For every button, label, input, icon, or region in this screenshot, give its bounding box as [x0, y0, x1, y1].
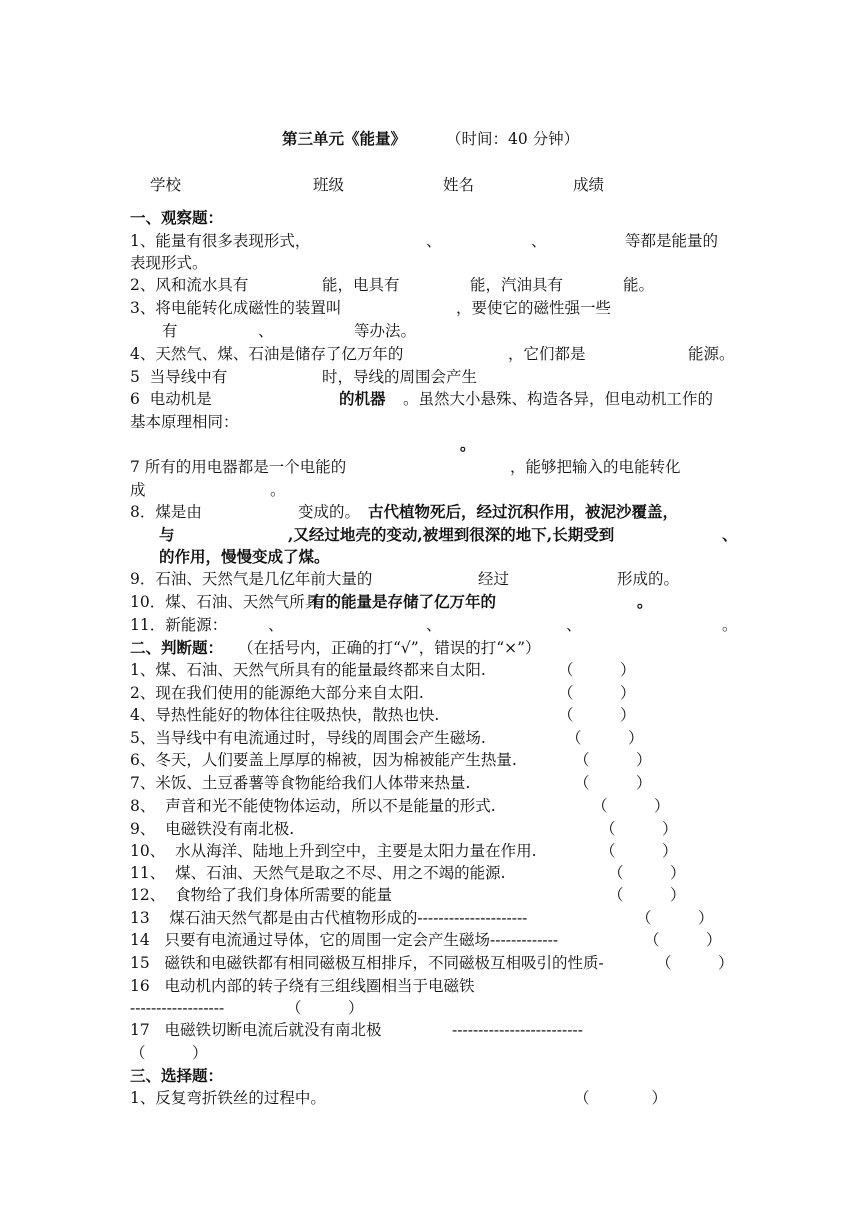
- q3-tail: 等办法。: [354, 322, 417, 340]
- choice-q1-paren: （ ）: [574, 1089, 668, 1107]
- judge-item-paren: （ ）: [636, 909, 714, 927]
- judge-item-text: 7、米饭、土豆番薯等食物能给我们人体带来热量.: [130, 774, 471, 792]
- q11-sep1: 、: [268, 616, 284, 634]
- q1-text: 1、能量有很多表现形式，: [130, 232, 311, 250]
- section1-heading: 一、观察题：: [130, 208, 224, 227]
- q1-sep2: 、: [531, 232, 547, 250]
- judge-item-text: 17 电磁铁切断电流后就没有南北极: [130, 1021, 382, 1039]
- judge-item-paren: （ ）: [130, 1044, 208, 1062]
- section2-heading: 二、判断题：: [130, 638, 224, 657]
- q5-text: 5 当导线中有: [130, 368, 228, 386]
- q8-bold4: 的作用，慢慢变成了煤。: [159, 547, 330, 566]
- q8-part2: 变成的。: [298, 503, 361, 521]
- judge-item-text: 4、导热性能好的物体往往吸热快，散热也快.: [130, 706, 440, 724]
- judge-item-text: 8、 声音和光不能使物体运动，所以不是能量的形式.: [130, 797, 496, 815]
- judge-item-text: 5、当导线中有电流通过时，导线的周围会产生磁场.: [130, 729, 486, 747]
- q8-sep: 、: [722, 525, 738, 544]
- choice-q1-text: 1、反复弯折铁丝的过程中。: [130, 1089, 326, 1107]
- q11-sep2: 、: [426, 616, 442, 634]
- judge-item-text: 14 只要有电流通过导体，它的周围一定会产生磁场-------------: [130, 931, 559, 949]
- q2-tail: 能。: [623, 276, 655, 294]
- class-field-label: 班级: [313, 176, 345, 194]
- judge-item-text: 1、煤、石油、天然气所具有的能量最终都来自太阳.: [130, 661, 486, 679]
- section2-instruction: （在括号内，正确的打“√”，错误的打“×”）: [238, 639, 541, 657]
- judge-item-text: 11、 煤、石油、天然气是取之不尽、用之不竭的能源.: [130, 864, 506, 882]
- q3-text: 3、将电能转化成磁性的装置叫: [130, 299, 342, 317]
- q7-end: 。: [270, 481, 286, 499]
- q5-part2: 时，导线的周围会产生: [322, 368, 478, 386]
- judge-item-paren: （ ）: [600, 842, 678, 860]
- q7-cont: 成: [130, 481, 146, 499]
- q1-sep1: 、: [426, 232, 442, 250]
- q9-text: 9．石油、天然气是几亿年前大量的: [130, 570, 373, 588]
- judge-item-text: ------------------: [130, 999, 225, 1017]
- judge-item-paren: （ ）: [558, 684, 636, 702]
- q3-part2: ，要使它的磁性强一些: [456, 299, 612, 317]
- judge-item-text: 2、现在我们使用的能源绝大部分来自太阳.: [130, 684, 424, 702]
- judge-item-text: 9、 电磁铁没有南北极.: [130, 820, 295, 838]
- judge-item-paren: （ ）: [558, 661, 636, 679]
- q3-cont: 有: [162, 322, 178, 340]
- q9-tail: 形成的。: [617, 570, 680, 588]
- school-field-label: 学校: [150, 176, 182, 194]
- judge-item-paren: （ ）: [558, 706, 636, 724]
- q2-part2: 能，电具有: [322, 276, 400, 294]
- judge-item-text: 16 电动机内部的转子绕有三组线圈相当于电磁铁: [130, 977, 475, 995]
- judge-item-paren: （ ）: [286, 999, 364, 1017]
- judge-item-text: 13 煤石油天然气都是由古代植物形成的---------------------: [130, 909, 528, 927]
- q7-part2: ，能够把输入的电能转化: [510, 458, 681, 476]
- q8-bold3: ,又经过地壳的变动,被埋到很深的地下,长期受到: [288, 525, 615, 544]
- judge-item-paren: （ ）: [600, 820, 678, 838]
- q2-text: 2、风和流水具有: [130, 276, 249, 294]
- judge-item-text: 10、 水从海洋、陆地上升到空中，主要是太阳力量在作用.: [130, 842, 537, 860]
- q6-end: 。: [460, 435, 476, 454]
- q10-end: 。: [637, 592, 653, 611]
- judge-item-text: 15 磁铁和电磁铁都有相同磁极互相排斥，不同磁极互相吸引的性质-: [130, 954, 604, 972]
- judge-item-paren: （ ）: [608, 886, 686, 904]
- q11-end: 。: [722, 616, 738, 634]
- score-field-label: 成绩: [573, 176, 605, 194]
- q6-text: 6 电动机是: [130, 390, 212, 408]
- judge-item-paren: （ ）: [608, 864, 686, 882]
- judge-item-text: 6、冬天，人们要盖上厚厚的棉被，因为棉被能产生热量.: [130, 751, 517, 769]
- judge-item-paren: （ ）: [566, 729, 644, 747]
- q8-bold1: 古代植物死后，经过沉积作用，被泥沙覆盖，: [368, 502, 679, 521]
- section3-heading: 三、选择题：: [130, 1066, 224, 1085]
- q11-text: 11．新能源：: [130, 616, 228, 634]
- name-field-label: 姓名: [443, 176, 475, 194]
- q6-part3: 。虽然大小悬殊、构造各异，但电动机工作的: [403, 390, 714, 408]
- q7-text: 7 所有的用电器都是一个电能的: [130, 458, 347, 476]
- q3-sep: 、: [258, 322, 274, 340]
- q4-tail: 能源。: [688, 345, 735, 363]
- judge-item-paren: （ ）: [644, 931, 722, 949]
- worksheet-title: 第三单元《能量》: [282, 129, 407, 148]
- q6-cont: 基本原理相同：: [130, 413, 239, 431]
- q4-part2: ，它们都是: [508, 345, 586, 363]
- q2-part3: 能，汽油具有: [470, 276, 564, 294]
- judge-item-paren: （ ）: [656, 954, 734, 972]
- q10-bold: 有的能量是存储了亿万年的: [310, 592, 497, 611]
- q4-text: 4、天然气、煤、石油是储存了亿万年的: [130, 345, 404, 363]
- judge-item-dashes: -------------------------: [452, 1021, 583, 1039]
- time-limit: （时间：40 分钟）: [446, 130, 580, 148]
- judge-item-paren: （ ）: [574, 774, 652, 792]
- q1-cont: 表现形式。: [130, 254, 208, 272]
- q9-part2: 经过: [478, 570, 510, 588]
- q8-bold2: 与: [159, 525, 175, 544]
- q1-tail: 等都是能量的: [625, 232, 719, 250]
- judge-item-text: 12、 食物给了我们身体所需要的能量: [130, 886, 393, 904]
- judge-item-paren: （ ）: [574, 751, 652, 769]
- judge-item-paren: （ ）: [592, 797, 670, 815]
- q8-text: 8．煤是由: [130, 503, 202, 521]
- q11-sep3: 、: [566, 616, 582, 634]
- q6-bold: 的机器: [339, 389, 386, 408]
- q10-text: 10．煤、石油、天然气所具: [130, 593, 321, 611]
